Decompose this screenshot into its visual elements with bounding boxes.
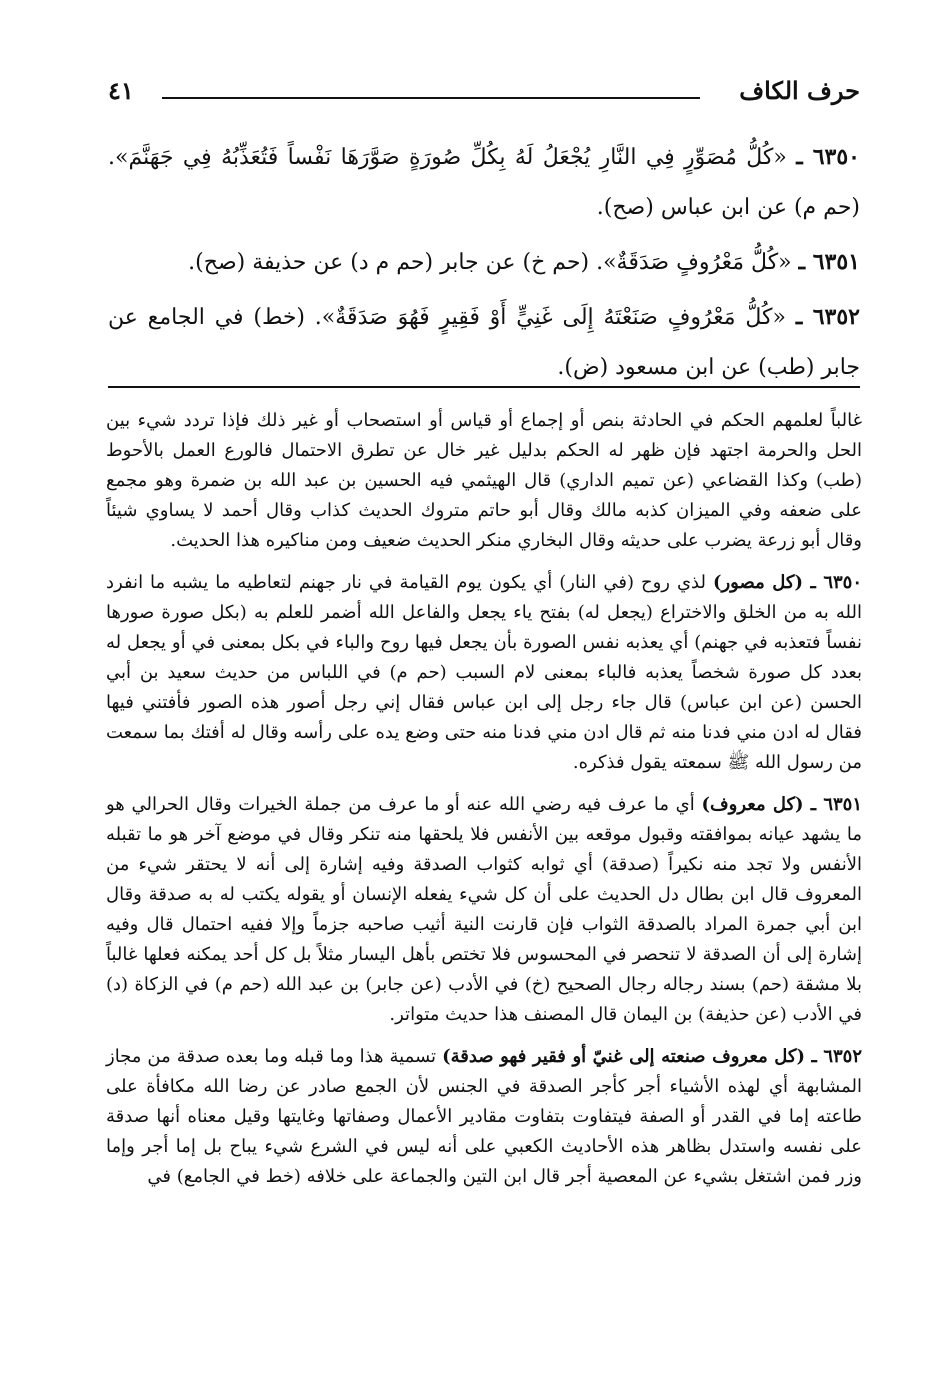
hadith-section xyxy=(108,132,860,397)
hadith-text: «كُلُّ مَعْرُوفٍ صَنَعْتَهُ إِلَى غَنِيٍّ أَوْ فَقِيرٍ فَهُوَ صَدَقَةٌ». (خط) في الجامع عن جابر (طب) عن ابن مسعود (ض). xyxy=(108,305,860,380)
commentary-lead: ٦٣٥١ ـ (كل معروف) xyxy=(701,794,862,815)
commentary-lead: ٦٣٥٠ ـ (كل مصور) xyxy=(712,572,862,593)
page-header xyxy=(108,76,860,116)
commentary-text: أي ما عرف فيه رضي الله عنه أو ما عرف من جملة الخيرات وقال الحرالي هو ما يشهد عيانه بموافقته وقبول موقعه بين الأنفس فلا يلحقها منه تنكر وقال في موضع آخر هو ما تقبله الأنفس ولا تجد منه نكيراً (صدقة) أي ثوابه كثواب الصدقة وفيه إشارة إلى أنه لا يحتقر شيء من المعروف قال ابن بطال دل الحديث على أن كل شيء يفعله الإنسان أو يقوله يكتب له به صدقة وقال ابن أبي جمرة المراد بالصدقة الثواب فإن قارنت النية أثيب صاحبه جزماً وإلا ففيه احتمال قال وفيه إشارة إلى أن الصدقة لا تنحصر في المحسوس فلا تختص بأهل اليسار مثلاً بل كل أحد يمكنه فعلها غالباً بلا مشقة (حم) بسند رجاله رجال الصحيح (خ) في الأدب (عن جابر) بن عبد الله (حم م) في الزكاة (د) في الأدب (عن حذيفة) بن اليمان قال المصنف هذا حديث متواتر. xyxy=(106,794,862,1025)
hadith-number: ٦٣٥١ ـ xyxy=(798,249,860,275)
chapter-title: حرف الكاف xyxy=(739,76,860,105)
commentary-lead: ٦٣٥٢ ـ (كل معروف صنعته إلى غنيّ أو فقير فهو صدقة) xyxy=(442,1046,862,1067)
commentary-section xyxy=(106,406,862,1204)
hadith-number: ٦٣٥٠ ـ xyxy=(796,144,860,170)
commentary-text: تسمية هذا وما قبله وما بعده صدقة من مجاز المشابهة أي لهذه الأشياء أجر كأجر الصدقة في الجنس لأن الجمع صادر عن رضا الله مكافأة على طاعته إما في القدر أو الصفة فيتفاوت بتفاوت مقادير الأعمال وصفاتها وغايتها وقيل معناه أنها صدقة على نفسه واستدل بظاهر هذه الأحاديث الكعبي على أنه ليس في الشرع شيء يباح بل إما أجر وإما وزر فمن اشتغل بشيء عن المعصية أجر قال ابن التين والجماعة على خلافه (خط في الجامع) في xyxy=(106,1046,862,1187)
commentary-6350 xyxy=(106,568,862,778)
hadith-6351 xyxy=(108,237,860,288)
hadith-number: ٦٣٥٢ ـ xyxy=(795,304,860,330)
hadith-6352 xyxy=(108,292,860,393)
hadith-6350 xyxy=(108,132,860,233)
hadith-text: «كُلُّ مَعْرُوفٍ صَدَقَةٌ». (حم خ) عن جابر (حم م د) عن حذيفة (صح). xyxy=(188,250,792,275)
hadith-text: «كُلُّ مُصَوِّرٍ فِي النَّارِ يُجْعَلُ لَهُ بِكُلِّ صُورَةٍ صَوَّرَهَا نَفْساً فَتُعَذِّبُهُ فِي جَهَنَّمَ». (حم م) عن ابن عباس (صح). xyxy=(108,145,860,220)
page-number: ٤١ xyxy=(108,76,134,105)
commentary-text: لذي روح (في النار) أي يكون يوم القيامة في نار جهنم لتعاطيه ما يشبه ما انفرد الله به من الخلق والاختراع (يجعل له) بفتح ياء يجعل والفاعل الله أضمر للعلم به (بكل صورة صورها نفساً فتعذبه في جهنم) أي يعذبه نفس الصورة بأن يجعل فيها روح والباء في بكل بمعنى في أو يجعل له بعدد كل صورة شخصاً يعذبه فالباء بمعنى لام السبب (حم م) في اللباس من حديث سعيد بن أبي الحسن (عن ابن عباس) قال جاء رجل إلى ابن عباس فقال إني رجل أصور هذه الصور فأفتني فيها فقال له ادن مني فدنا منه ثم قال ادن مني فدنا منه حتى وضع يده على رأسه وقال له أفتك بما سمعت من رسول الله ﷺ سمعته يقول فذكره. xyxy=(106,572,863,773)
commentary-continuation: غالباً لعلمهم الحكم في الحادثة بنص أو إجماع أو قياس أو استصحاب أو غير ذلك فإذا تردد شيء بين الحل والحرمة اجتهد فإن ظهر له الحكم بدليل غير خال عن تطرق الاحتمال فالورع العمل بالأحوط (طب) وكذا القضاعي (عن تميم الداري) قال الهيثمي فيه الحسين بن عبد الله بن ضمرة وهو مجمع على ضعفه وفي الميزان كذبه مالك وقال أبو حاتم متروك الحديث كذاب وقال أحمد لا يساوي شيئاً وقال أبو زرعة يضرب على حديثه وقال البخاري منكر الحديث ضعيف ومن مناكيره هذا الحديث. xyxy=(106,410,862,551)
commentary-6351 xyxy=(106,790,862,1030)
section-divider xyxy=(108,386,860,388)
commentary-6352 xyxy=(106,1042,862,1192)
header-rule xyxy=(162,97,700,99)
